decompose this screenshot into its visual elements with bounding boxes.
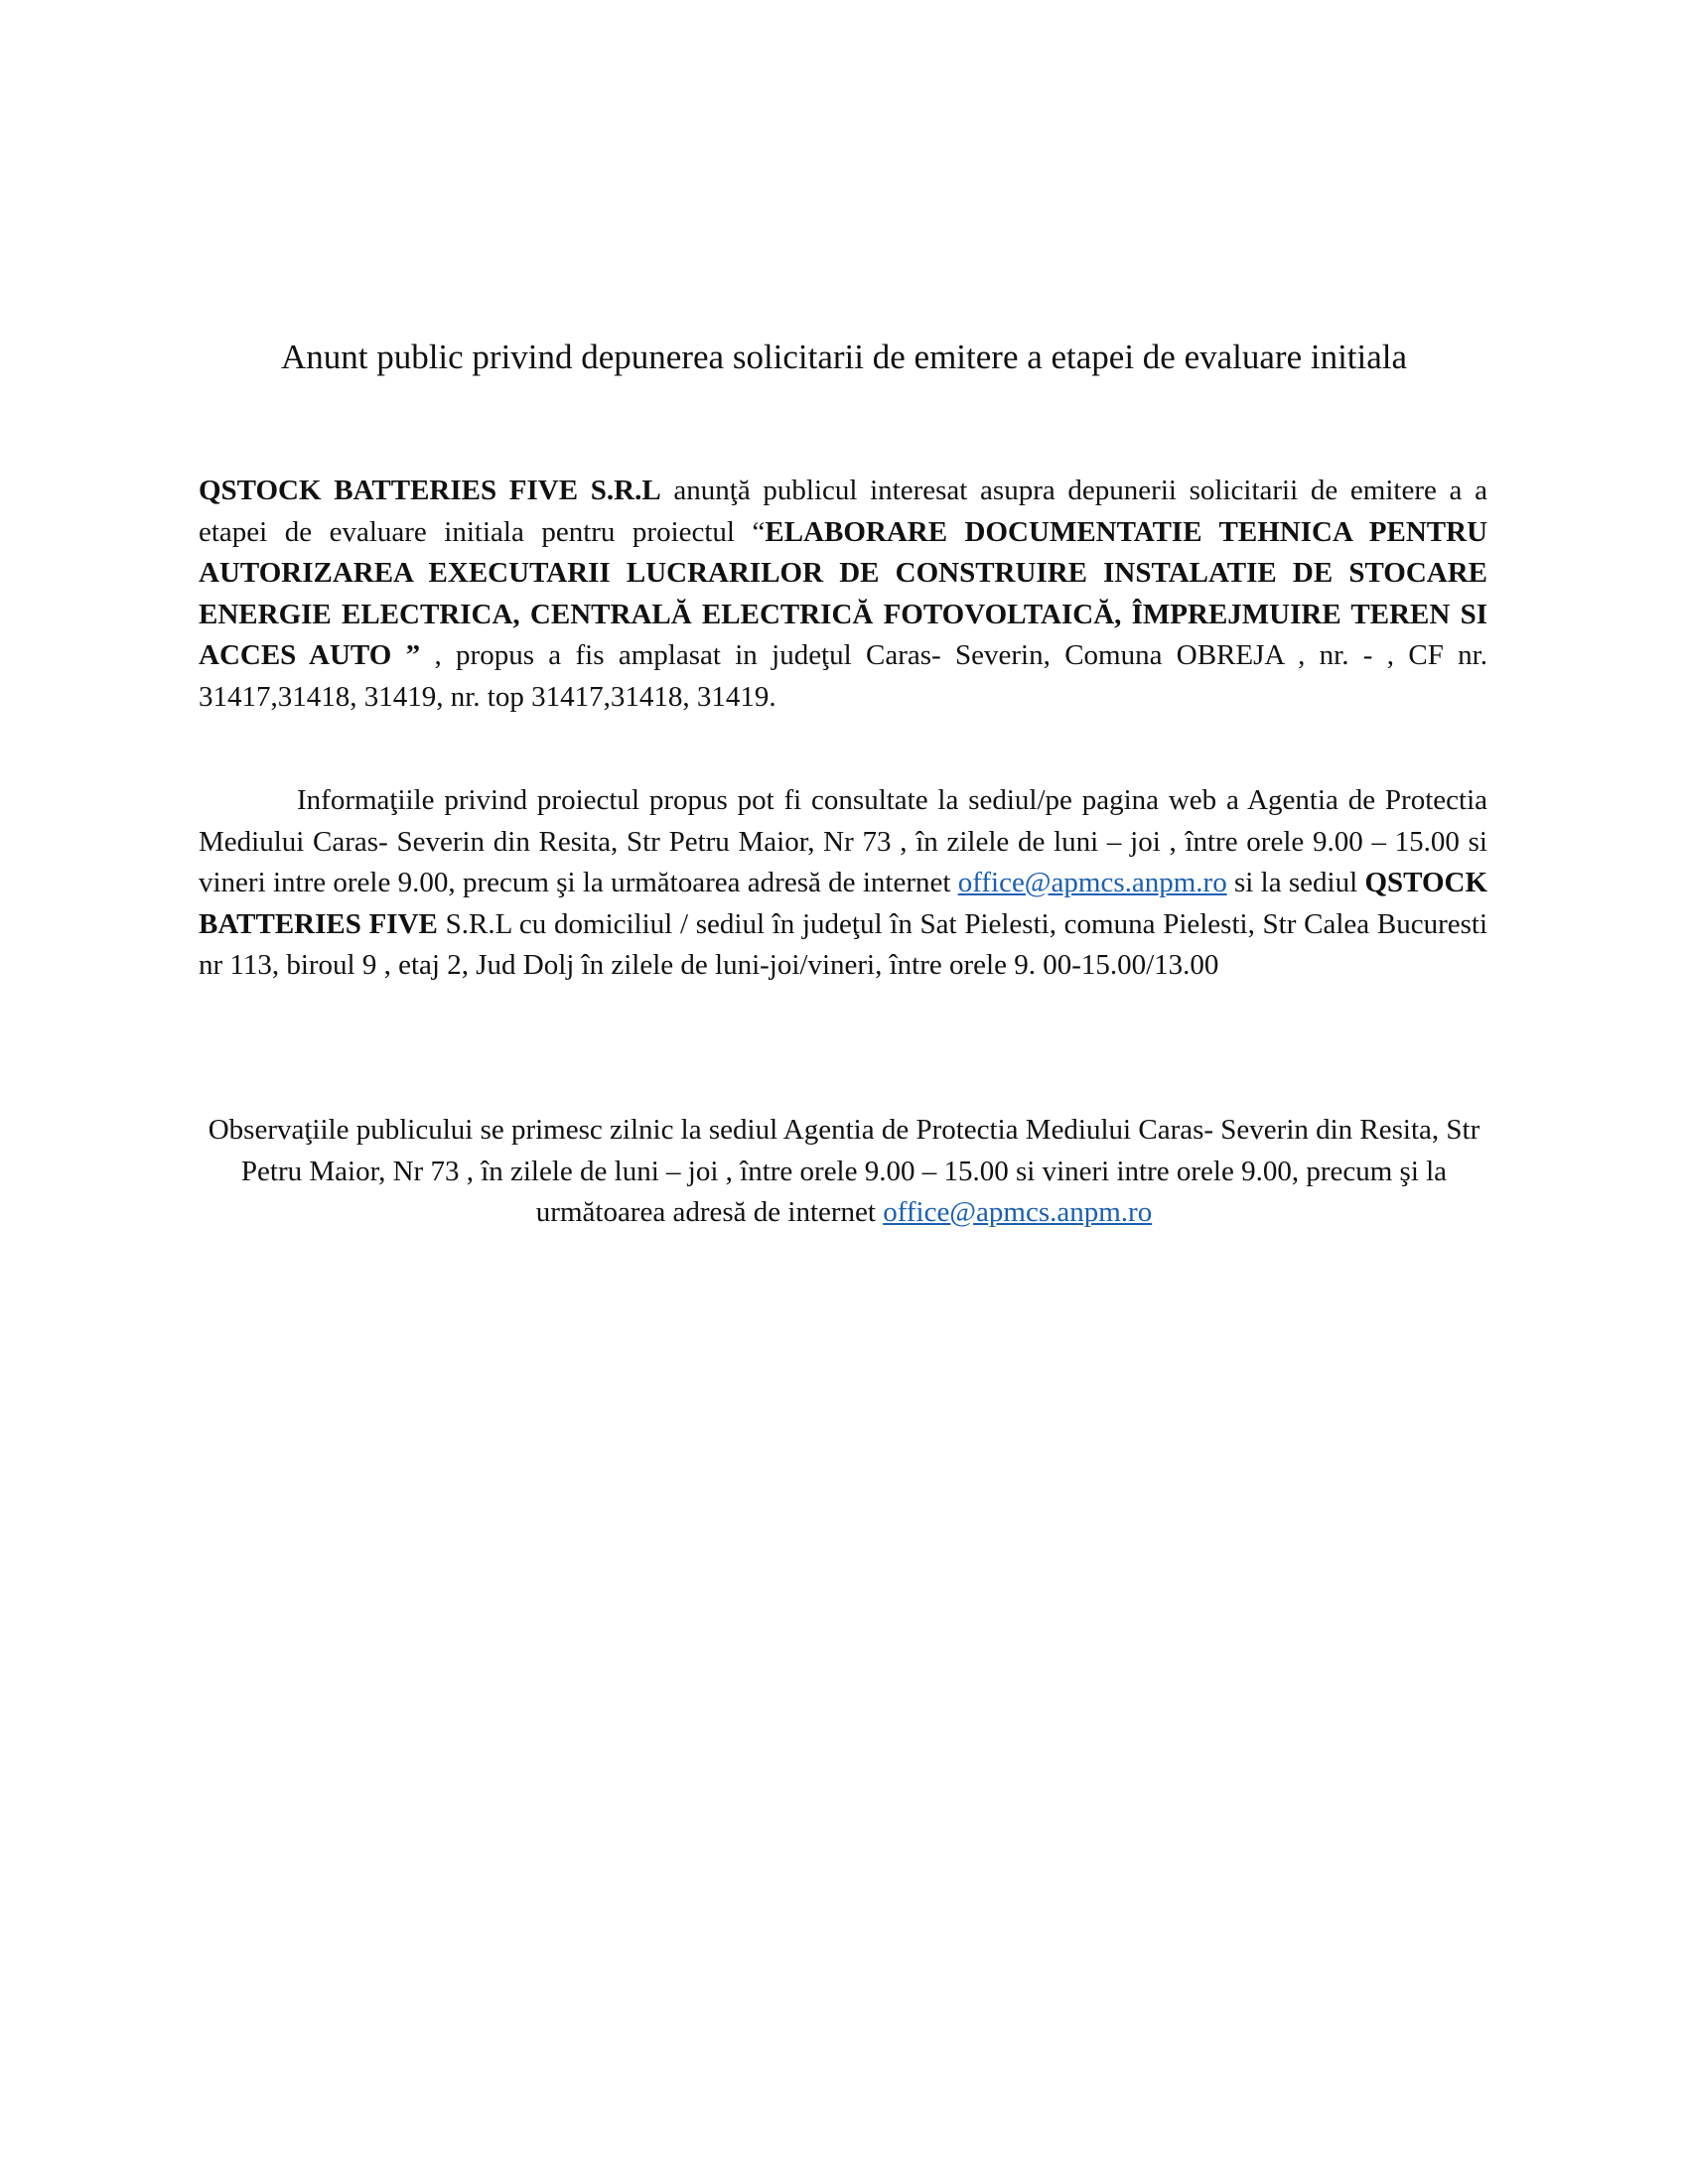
announcement-title: Anunt public privind depunerea solicitarii de emitere a etapei de evaluare initiala	[280, 338, 1408, 376]
address-text: S.R.L cu domiciliul / sediul în judeţul în Sat Pielesti, comuna Pielesti, Str Calea Bucuresti nr 113, biroul 9 , etaj 2, Jud Dolj în zilele de luni-joi/vineri, între orele 9. 00-15.00/13.00	[199, 907, 1487, 981]
paragraph-consultation-info	[199, 780, 1487, 987]
email-link[interactable]: office@apmcs.anpm.ro	[957, 867, 1227, 898]
headquarters-text: si la sediul	[1226, 867, 1365, 898]
location-text: , propus a fis amplasat in judeţul Caras- Severin, Comuna OBREJA , nr. - , CF nr. 31417,31418, 31419, nr. top 31417,31418, 31419.	[199, 639, 1487, 713]
observations-text: Observaţiile publicului se primesc zilnic la sediul Agentia de Protectia Mediului Caras- Severin din Resita, Str Petru Maior, Nr 73 , în zilele de luni – joi , între orele 9.00 – 15.00 si vineri intre orele 9.00, precum şi la următoarea adresă de internet	[208, 1114, 1480, 1228]
company-name: QSTOCK BATTERIES FIVE	[199, 867, 1488, 940]
project-title: ELABORARE DOCUMENTATIE TEHNICA PENTRU AUTORIZAREA EXECUTARII LUCRARILOR DE CONSTRUIRE INSTALATIE DE STOCARE ENERGIE ELECTRICA, CENTRALĂ ELECTRICĂ FOTOVOLTAICĂ, ÎMPREJMUIRE TEREN SI ACCES AUTO ”	[199, 515, 1488, 671]
announcement-text: anunţă publicul interesat asupra depunerii solicitarii de emitere a a etapei de evaluare initiala pentru proiectul “	[199, 475, 1487, 548]
paragraph-public-observations	[189, 1110, 1499, 1234]
email-link[interactable]: office@apmcs.anpm.ro	[883, 1196, 1153, 1228]
company-name: QSTOCK BATTERIES FIVE S.R.L	[199, 475, 661, 506]
consultation-text: Informaţiile privind proiectul propus pot fi consultate la sediul/pe pagina web a Agentia de Protectia Mediului Caras- Severin din Resita, Str Petru Maior, Nr 73 , în zilele de luni – joi , între orele 9.00 – 15.00 si vineri intre orele 9.00, precum şi la următoarea adresă de internet	[199, 784, 1487, 898]
paragraph-project-announcement	[199, 471, 1487, 718]
